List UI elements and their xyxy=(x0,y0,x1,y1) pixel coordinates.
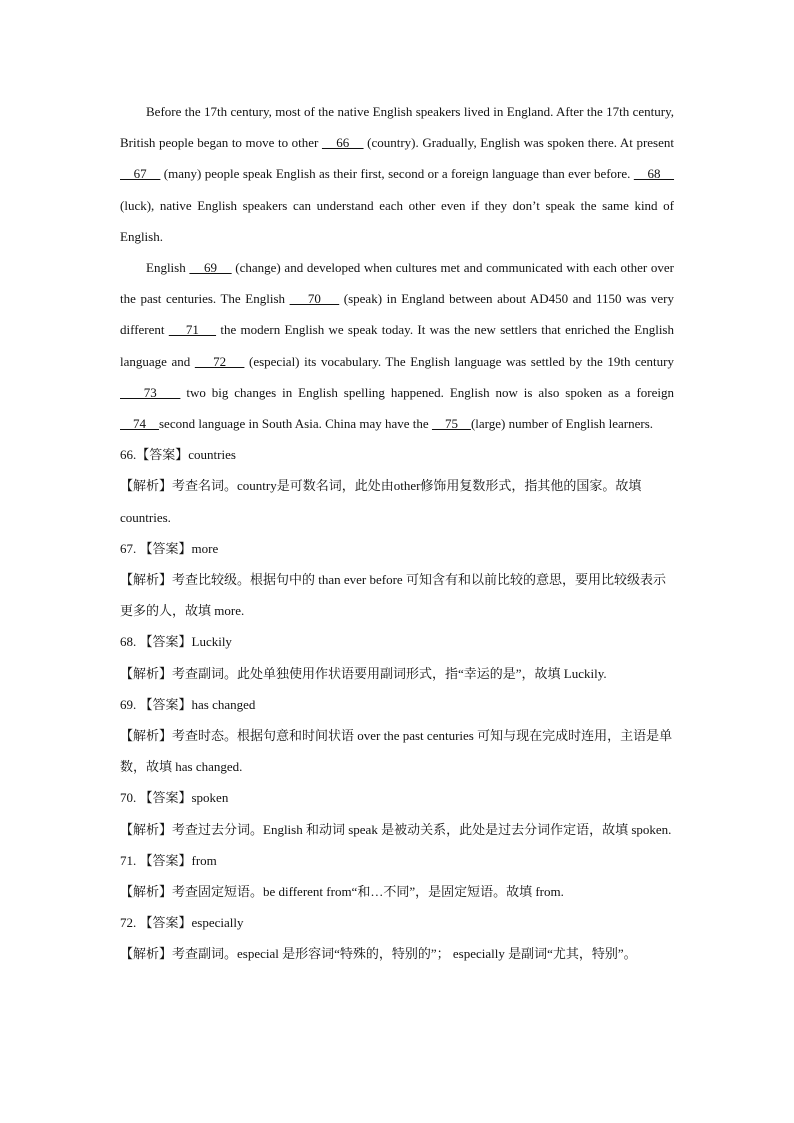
passage-text: (luck), native English speakers can understand each other even if they don’t speak the same kind of English. xyxy=(120,197,674,244)
answer-heading: 66.【答案】countries xyxy=(120,447,236,463)
answer-72 xyxy=(120,907,674,969)
passage-text: second language in South Asia. China may have the xyxy=(159,416,432,432)
passage-text: Before the 17th century, most of the native English speakers lived in England. After the 17th century, British people began to move to other xyxy=(120,104,674,151)
answer-heading: 67. 【答案】more xyxy=(120,540,219,556)
passage-text: (country). Gradually, English was spoken there. At present xyxy=(363,135,674,151)
blank-71: 71 xyxy=(168,322,217,338)
blank-68: 68 xyxy=(633,166,675,182)
answer-heading: 71. 【答案】from xyxy=(120,852,217,868)
answer-explanation: 【解析】考查名词。country是可数名词，此处由other修饰用复数形式，指其他的国家。故填 countries. xyxy=(120,478,642,525)
answer-68 xyxy=(120,626,674,688)
document-page xyxy=(120,96,674,970)
answer-heading: 68. 【答案】Luckily xyxy=(120,634,232,650)
blank-73: 73 xyxy=(120,384,181,400)
answer-explanation: 【解析】考查副词。此处单独使用作状语要用副词形式，指“幸运的是”，故填 Luckily. xyxy=(120,665,607,681)
answer-explanation: 【解析】考查副词。especial 是形容词“特殊的，特别的”； especially 是副词“尤其，特别”。 xyxy=(120,946,637,962)
passage-text: (large) number of English learners. xyxy=(470,416,654,432)
passage-text: (many) people speak English as their first, second or a foreign language than ever before. xyxy=(160,166,634,182)
passage-text: (speak) in England between about AD450 and 1150 was very different xyxy=(120,291,674,338)
answer-67 xyxy=(120,533,674,627)
answer-69 xyxy=(120,689,674,783)
blank-67: 67 xyxy=(120,166,161,182)
blank-66: 66 xyxy=(321,135,364,151)
answer-heading: 72. 【答案】especially xyxy=(120,915,244,931)
blank-75: 75 xyxy=(431,416,471,432)
passage-text: English xyxy=(146,260,190,276)
answer-70 xyxy=(120,782,674,844)
answer-explanation: 【解析】考查过去分词。English 和动词 speak 是被动关系，此处是过去分词作定语，故填 spoken. xyxy=(120,821,672,837)
blank-74: 74 xyxy=(120,416,159,432)
answer-explanation: 【解析】考查比较级。根据句中的 than ever before 可知含有和以前比较的意思，要用比较级表示更多的人，故填 more. xyxy=(120,572,666,619)
blank-70: 70 xyxy=(289,291,340,307)
passage-text: the modern English we speak today. It was the new settlers that enriched the English language and xyxy=(120,322,674,369)
answer-66 xyxy=(120,439,674,533)
answer-heading: 70. 【答案】spoken xyxy=(120,790,229,806)
passage-text: (change) and developed when cultures met and communicated with each other over the past centuries. The English xyxy=(120,260,674,307)
passage-text: two big changes in English spelling happened. English now is also spoken as a foreign xyxy=(180,384,675,400)
answer-explanation: 【解析】考查时态。根据句意和时间状语 over the past centuries 可知与现在完成时连用，主语是单数，故填 has changed. xyxy=(120,728,673,775)
answer-explanation: 【解析】考查固定短语。be different from“和…不同”，是固定短语。故填 from. xyxy=(120,884,564,900)
answer-heading: 69. 【答案】has changed xyxy=(120,696,256,712)
answer-71 xyxy=(120,845,674,907)
passage-paragraph-2 xyxy=(120,252,674,439)
passage-paragraph-1 xyxy=(120,96,674,252)
blank-72: 72 xyxy=(194,353,245,369)
blank-69: 69 xyxy=(189,260,232,276)
passage-text: (especial) its vocabulary. The English language was settled by the 19th century xyxy=(244,353,674,369)
